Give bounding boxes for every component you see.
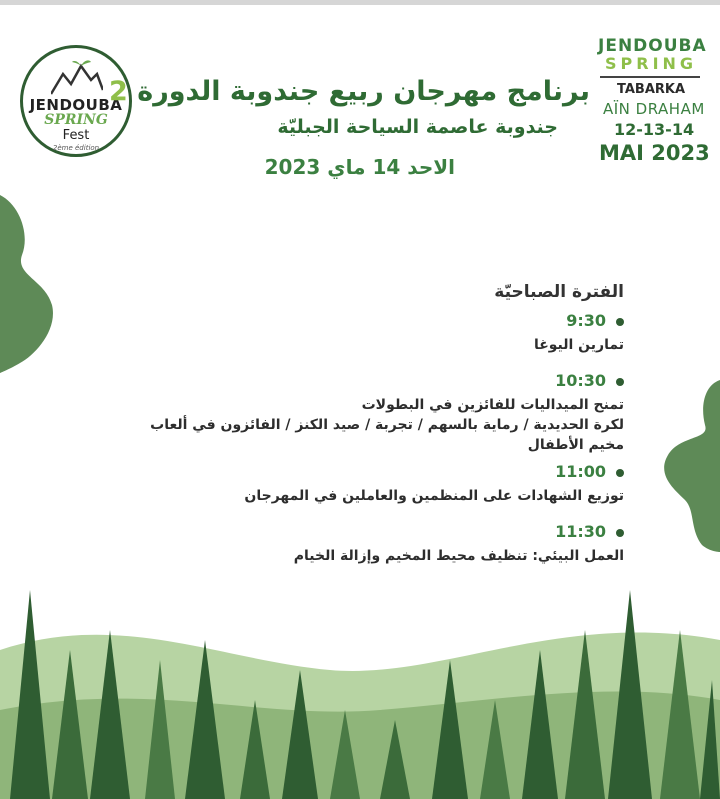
brand-city-tabarka: TABARKA (617, 82, 686, 97)
bullet-icon (616, 318, 624, 326)
schedule-time-3: 11:00 (555, 462, 624, 481)
logo-spring: SPRING (44, 112, 108, 128)
schedule-time-2: 10:30 (555, 371, 624, 390)
forest-illustration (0, 590, 720, 799)
brand-spring: SPRING (605, 54, 698, 73)
bullet-icon (616, 469, 624, 477)
brand-city-aindraham: AÏN DRAHAM (603, 100, 705, 118)
brand-days: 12-13-14 (614, 120, 695, 139)
schedule-time-4: 11:30 (555, 522, 624, 541)
schedule-desc-2c: مخيم الأطفال (527, 437, 624, 453)
schedule-desc-2a: تمنح الميداليات للفائزين في البطولات (361, 397, 624, 413)
schedule-desc-4: العمل البيئي: تنظيف محيط المخيم وإزالة الخيام (293, 548, 624, 564)
page-title (109, 76, 590, 107)
logo-edition: 2ème édition (52, 144, 100, 152)
bullet-icon (616, 529, 624, 537)
schedule-desc-3: توزيع الشهادات على المنظمين والعاملين في المهرجان (244, 488, 624, 504)
top-border (0, 0, 720, 5)
brand-month-year: MAI 2023 (599, 141, 710, 165)
schedule-desc-2b: لكرة الحديدية / رماية بالسهم / تجربة / صيد الكنز / الفائزون في ألعاب (150, 417, 624, 433)
bullet-icon (616, 378, 624, 386)
right-blob-decoration (660, 380, 720, 555)
brand-divider (600, 76, 700, 78)
mountain-icon (51, 60, 103, 96)
page-subtitle: جندوبة عاصمة السياحة الجبليّة (277, 116, 558, 138)
page-title-text: برنامج مهرجان ربيع جندوبة الدورة (137, 76, 590, 107)
left-blob-decoration (0, 195, 60, 375)
logo-title: JENDOUBA (29, 96, 123, 114)
brand-jendouba: JENDOUBA (598, 36, 707, 56)
period-heading: الفترة الصباحيّة (494, 282, 624, 302)
event-date: الاحد 14 ماي 2023 (264, 155, 455, 179)
schedule-desc-1: تمارين اليوغا (533, 337, 624, 353)
logo-fest: Fest (62, 128, 90, 143)
page-title-number: 2 (109, 76, 128, 107)
schedule-time-1: 9:30 (566, 311, 624, 330)
